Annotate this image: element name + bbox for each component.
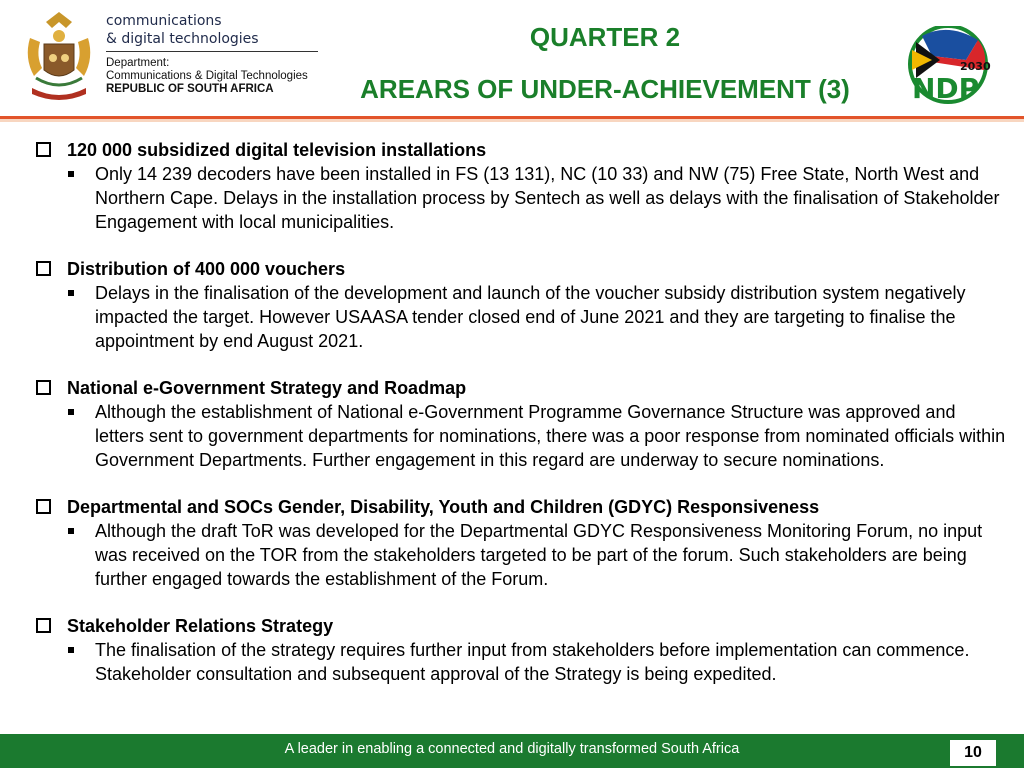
checkbox-bullet-icon (36, 261, 51, 276)
department-block (106, 57, 308, 96)
section-heading (34, 257, 1009, 281)
section-heading (34, 376, 1009, 400)
section-item (34, 495, 1009, 591)
section-item (34, 614, 1009, 686)
bullet-item (34, 281, 1009, 353)
slide-title: QUARTER 2 (529, 22, 681, 52)
department-label: Department: (106, 57, 170, 69)
ndp-2030-logo (902, 26, 994, 108)
republic-label: REPUBLIC OF SOUTH AFRICA (106, 83, 274, 95)
square-bullet-icon (68, 409, 74, 415)
department-name: Communications & Digital Technologies (106, 70, 308, 82)
brand-divider (106, 51, 318, 52)
slide-footer (0, 734, 1024, 768)
slide-header (0, 0, 1024, 118)
bullet-text: Although the establishment of National e-Government Programme Governance Structure was approved and letters sent to government departments for nominations, there was a poor response from nominated officials within Government Departments. Further engagement in this regard are underway to secure nominations. (95, 402, 1006, 470)
section-item (34, 138, 1009, 234)
bullet-item (34, 162, 1009, 234)
square-bullet-icon (68, 647, 74, 653)
section-item (34, 376, 1009, 472)
square-bullet-icon (68, 171, 74, 177)
checkbox-bullet-icon (36, 142, 51, 157)
bullet-text: Delays in the finalisation of the development and launch of the voucher subsidy distribution system negatively impacted the target. However USAASA tender closed end of June 2021 and they are targeting to finalise the appointment by end August 2021. (95, 283, 966, 351)
checkbox-bullet-icon (36, 618, 51, 633)
section-heading-text: Stakeholder Relations Strategy (67, 616, 334, 636)
brand-line-1: communications (106, 13, 222, 29)
bullet-text: The finalisation of the strategy requires further input from stakeholders before implementation can commence. Stakeholder consultation and subsequent approval of the Strategy is being expedited. (95, 640, 970, 684)
bullet-item (34, 519, 1009, 591)
square-bullet-icon (68, 290, 74, 296)
bullet-text: Only 14 239 decoders have been installed in FS (13 131), NC (10 33) and NW (75) Free State, North West and Northern Cape. Delays in the installation process by Sentech as well as delays with the finalisation of Stakeholder Engagement with local municipalities. (95, 164, 1000, 232)
section-heading (34, 495, 1009, 519)
slide-subtitle: AREARS OF UNDER-ACHIEVEMENT (3) (360, 74, 850, 104)
ndp-wordmark: NDP (912, 72, 980, 105)
footer-tagline: A leader in enabling a connected and digitally transformed South Africa (284, 741, 740, 757)
bullet-text: Although the draft ToR was developed for the Departmental GDYC Responsiveness Monitoring Forum, no input was received on the TOR from the stakeholders targeted to be part of the forum. Such stakeholders are being further engaged towards the establishment of the Forum. (95, 521, 983, 589)
section-item (34, 257, 1009, 353)
section-heading-text: 120 000 subsidized digital television installations (67, 140, 487, 160)
section-heading (34, 138, 1009, 162)
bullet-item (34, 400, 1009, 472)
section-heading-text: National e-Government Strategy and Roadmap (67, 378, 467, 398)
square-bullet-icon (68, 528, 74, 534)
brand-line-2: & digital technologies (106, 31, 259, 47)
section-heading-text: Distribution of 400 000 vouchers (67, 259, 346, 279)
page-number-box (950, 740, 996, 766)
department-brand (106, 12, 259, 48)
bullet-item (34, 638, 1009, 686)
page-number: 10 (964, 744, 982, 761)
section-heading-text: Departmental and SOCs Gender, Disability, Youth and Children (GDYC) Responsiveness (67, 497, 820, 517)
header-divider-shadow (0, 119, 1024, 122)
ndp-year: 2030 (960, 60, 991, 73)
coat-of-arms-logo (20, 8, 98, 106)
slide-content (34, 138, 1009, 709)
section-heading (34, 614, 1009, 638)
checkbox-bullet-icon (36, 380, 51, 395)
checkbox-bullet-icon (36, 499, 51, 514)
